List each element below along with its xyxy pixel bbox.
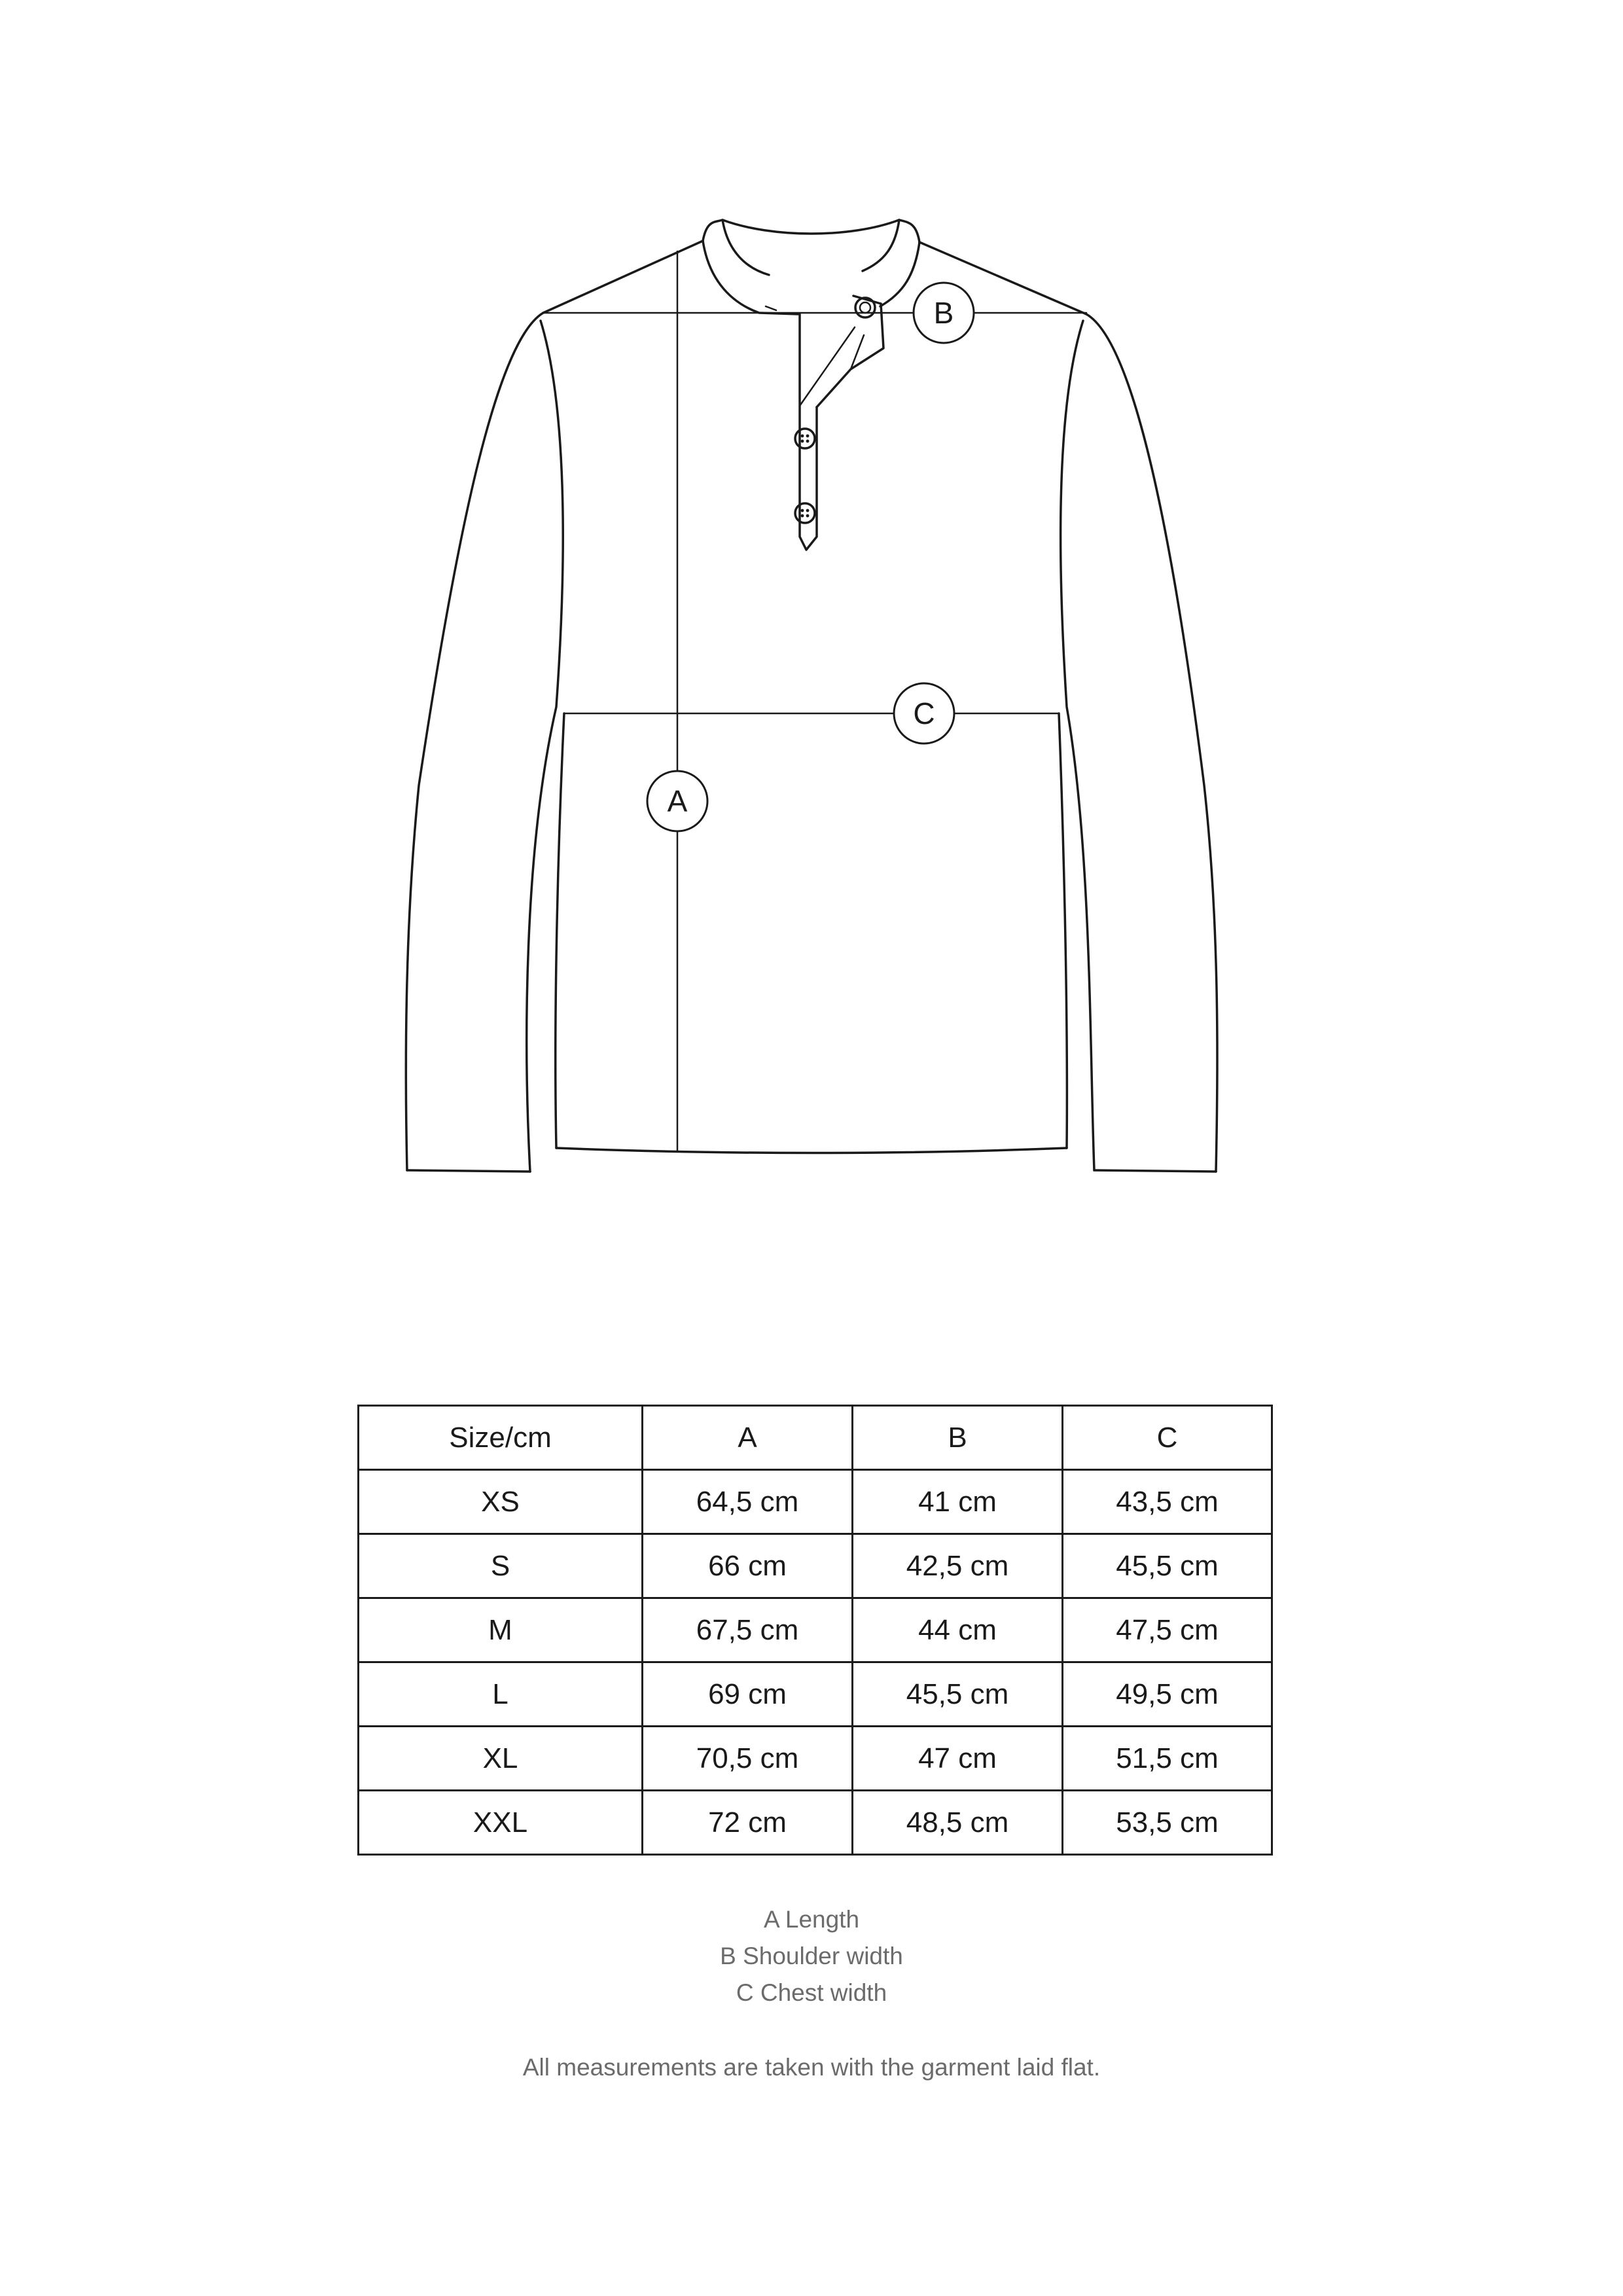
button-middle [795,429,815,448]
shoulder-cell: 44 cm [853,1598,1063,1662]
length-cell: 66 cm [643,1534,853,1598]
shoulder-cell: 41 cm [853,1470,1063,1534]
size-cell: L [359,1662,643,1727]
shoulder-cell: 45,5 cm [853,1662,1063,1727]
length-cell: 69 cm [643,1662,853,1727]
length-cell: 64,5 cm [643,1470,853,1534]
shoulder-cell: 42,5 cm [853,1534,1063,1598]
header-b: B [853,1406,1063,1470]
chest-cell: 51,5 cm [1063,1727,1272,1791]
table-row [359,1470,1272,1534]
collar [703,220,919,314]
length-cell: 70,5 cm [643,1727,853,1791]
button-bottom [795,503,815,523]
header-a: A [643,1406,853,1470]
marker-c [894,683,954,744]
chest-cell: 45,5 cm [1063,1534,1272,1598]
garment-outline [406,241,1217,1172]
marker-b [914,283,974,343]
legend-item-chest: C Chest width [736,1979,887,2006]
size-cell: XXL [359,1791,643,1855]
size-cell: XS [359,1470,643,1534]
size-chart-table [357,1405,1273,1856]
chest-cell: 47,5 cm [1063,1598,1272,1662]
button-top [855,298,875,317]
table-row [359,1662,1272,1727]
size-cell: M [359,1598,643,1662]
table-row [359,1791,1272,1855]
marker-b-label: B [933,296,954,330]
shoulder-cell: 47 cm [853,1727,1063,1791]
buttons [795,298,875,523]
table-header-row [359,1406,1272,1470]
measurement-legend [0,1901,1623,2011]
table-row [359,1727,1272,1791]
size-cell: XL [359,1727,643,1791]
marker-c-label: C [913,696,935,730]
length-cell: 67,5 cm [643,1598,853,1662]
legend-item-shoulder: B Shoulder width [720,1943,903,1969]
marker-a-label: A [667,784,688,818]
length-cell: 72 cm [643,1791,853,1855]
placket [800,296,883,550]
size-cell: S [359,1534,643,1598]
measurement-note: All measurements are taken with the garment laid flat. [522,2054,1101,2081]
table-row [359,1598,1272,1662]
measurement-lines [543,251,1086,1151]
chest-cell: 43,5 cm [1063,1470,1272,1534]
chest-cell: 53,5 cm [1063,1791,1272,1855]
legend-item-length: A Length [763,1906,860,1933]
shoulder-cell: 48,5 cm [853,1791,1063,1855]
chest-cell: 49,5 cm [1063,1662,1272,1727]
header-size: Size/cm [359,1406,643,1470]
header-c: C [1063,1406,1272,1470]
table-row [359,1534,1272,1598]
marker-a [647,771,707,831]
